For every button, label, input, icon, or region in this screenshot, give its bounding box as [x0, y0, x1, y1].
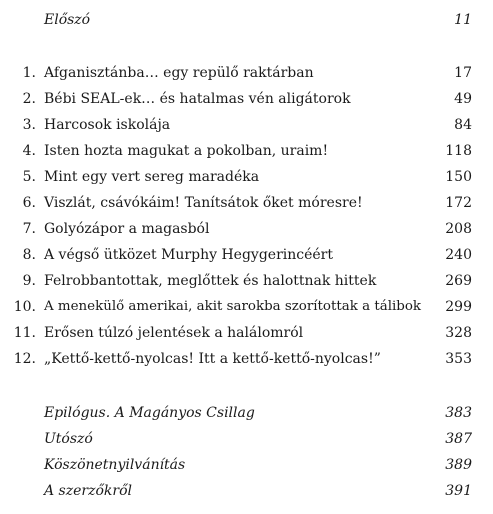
chapter-title: Harcosok iskolája — [44, 117, 171, 133]
chapter-page: 84 — [454, 117, 472, 133]
entry-title: A szerzőkről — [44, 483, 132, 499]
chapter-number: 8. — [22, 247, 36, 263]
entry-page: 11 — [454, 12, 472, 28]
toc-entry-foreword — [0, 9, 493, 31]
toc-entry-acknowledgements — [0, 454, 493, 476]
chapter-number: 2. — [22, 91, 36, 107]
entry-page: 387 — [445, 431, 472, 447]
chapter-page: 328 — [445, 325, 472, 341]
toc-chapter — [0, 140, 493, 162]
chapter-number: 5. — [22, 169, 36, 185]
chapter-number: 11. — [13, 325, 36, 341]
entry-title: Utószó — [44, 431, 93, 447]
chapter-number: 4. — [22, 143, 36, 159]
chapter-page: 150 — [445, 169, 472, 185]
chapter-page: 353 — [445, 351, 472, 367]
chapter-title: Mint egy vert sereg maradéka — [44, 169, 260, 185]
entry-page: 383 — [445, 405, 472, 421]
toc-chapter — [0, 114, 493, 136]
chapter-title: Bébi SEAL-ek… és hatalmas vén aligátorok — [44, 91, 351, 107]
chapter-title: Viszlát, csávókáim! Tanítsátok őket móresre! — [44, 195, 363, 211]
chapter-number: 7. — [22, 221, 36, 237]
chapter-title: A végső ütközet Murphy Hegygerincéért — [44, 247, 333, 263]
toc-chapter — [0, 322, 493, 344]
toc-chapter — [0, 244, 493, 266]
toc-entry-epilogue — [0, 402, 493, 424]
chapter-page: 172 — [445, 195, 472, 211]
chapter-page: 299 — [445, 299, 472, 315]
chapter-number: 3. — [22, 117, 36, 133]
toc-chapter — [0, 62, 493, 84]
chapter-number: 6. — [22, 195, 36, 211]
entry-title: Köszönetnyilvánítás — [44, 457, 186, 473]
chapter-title: Erősen túlzó jelentések a halálomról — [44, 325, 304, 341]
chapter-title: Afganisztánba… egy repülő raktárban — [44, 65, 314, 81]
chapter-title: „Kettő-kettő-nyolcas! Itt a kettő-kettő-nyolcas!” — [44, 351, 381, 367]
entry-title: Előszó — [44, 12, 91, 28]
chapter-number: 9. — [22, 273, 36, 289]
chapter-title: Isten hozta magukat a pokolban, uraim! — [44, 143, 329, 159]
chapter-page: 17 — [454, 65, 472, 81]
chapter-number: 10. — [13, 299, 36, 315]
chapter-page: 118 — [445, 143, 472, 159]
toc-entry-afterword — [0, 428, 493, 450]
toc-chapter — [0, 296, 493, 318]
chapter-title: Felrobbantottak, meglőttek és halottnak hittek — [44, 273, 377, 289]
chapter-number: 1. — [22, 65, 36, 81]
toc-chapter — [0, 270, 493, 292]
toc-chapter — [0, 88, 493, 110]
chapter-page: 240 — [445, 247, 472, 263]
toc-chapter — [0, 218, 493, 240]
toc-chapter — [0, 192, 493, 214]
entry-page: 389 — [445, 457, 472, 473]
toc-entry-about-authors — [0, 480, 493, 502]
chapter-page: 208 — [445, 221, 472, 237]
entry-title: Epilógus. A Magányos Csillag — [44, 405, 255, 421]
toc-chapter — [0, 166, 493, 188]
entry-page: 391 — [445, 483, 472, 499]
chapter-page: 269 — [445, 273, 472, 289]
chapter-page: 49 — [454, 91, 472, 107]
chapter-title: Golyózápor a magasból — [44, 221, 210, 237]
chapter-title: A menekülő amerikai, akit sarokba szorítottak a tálibok — [44, 299, 422, 314]
toc-chapter — [0, 348, 493, 370]
chapter-number: 12. — [13, 351, 36, 367]
